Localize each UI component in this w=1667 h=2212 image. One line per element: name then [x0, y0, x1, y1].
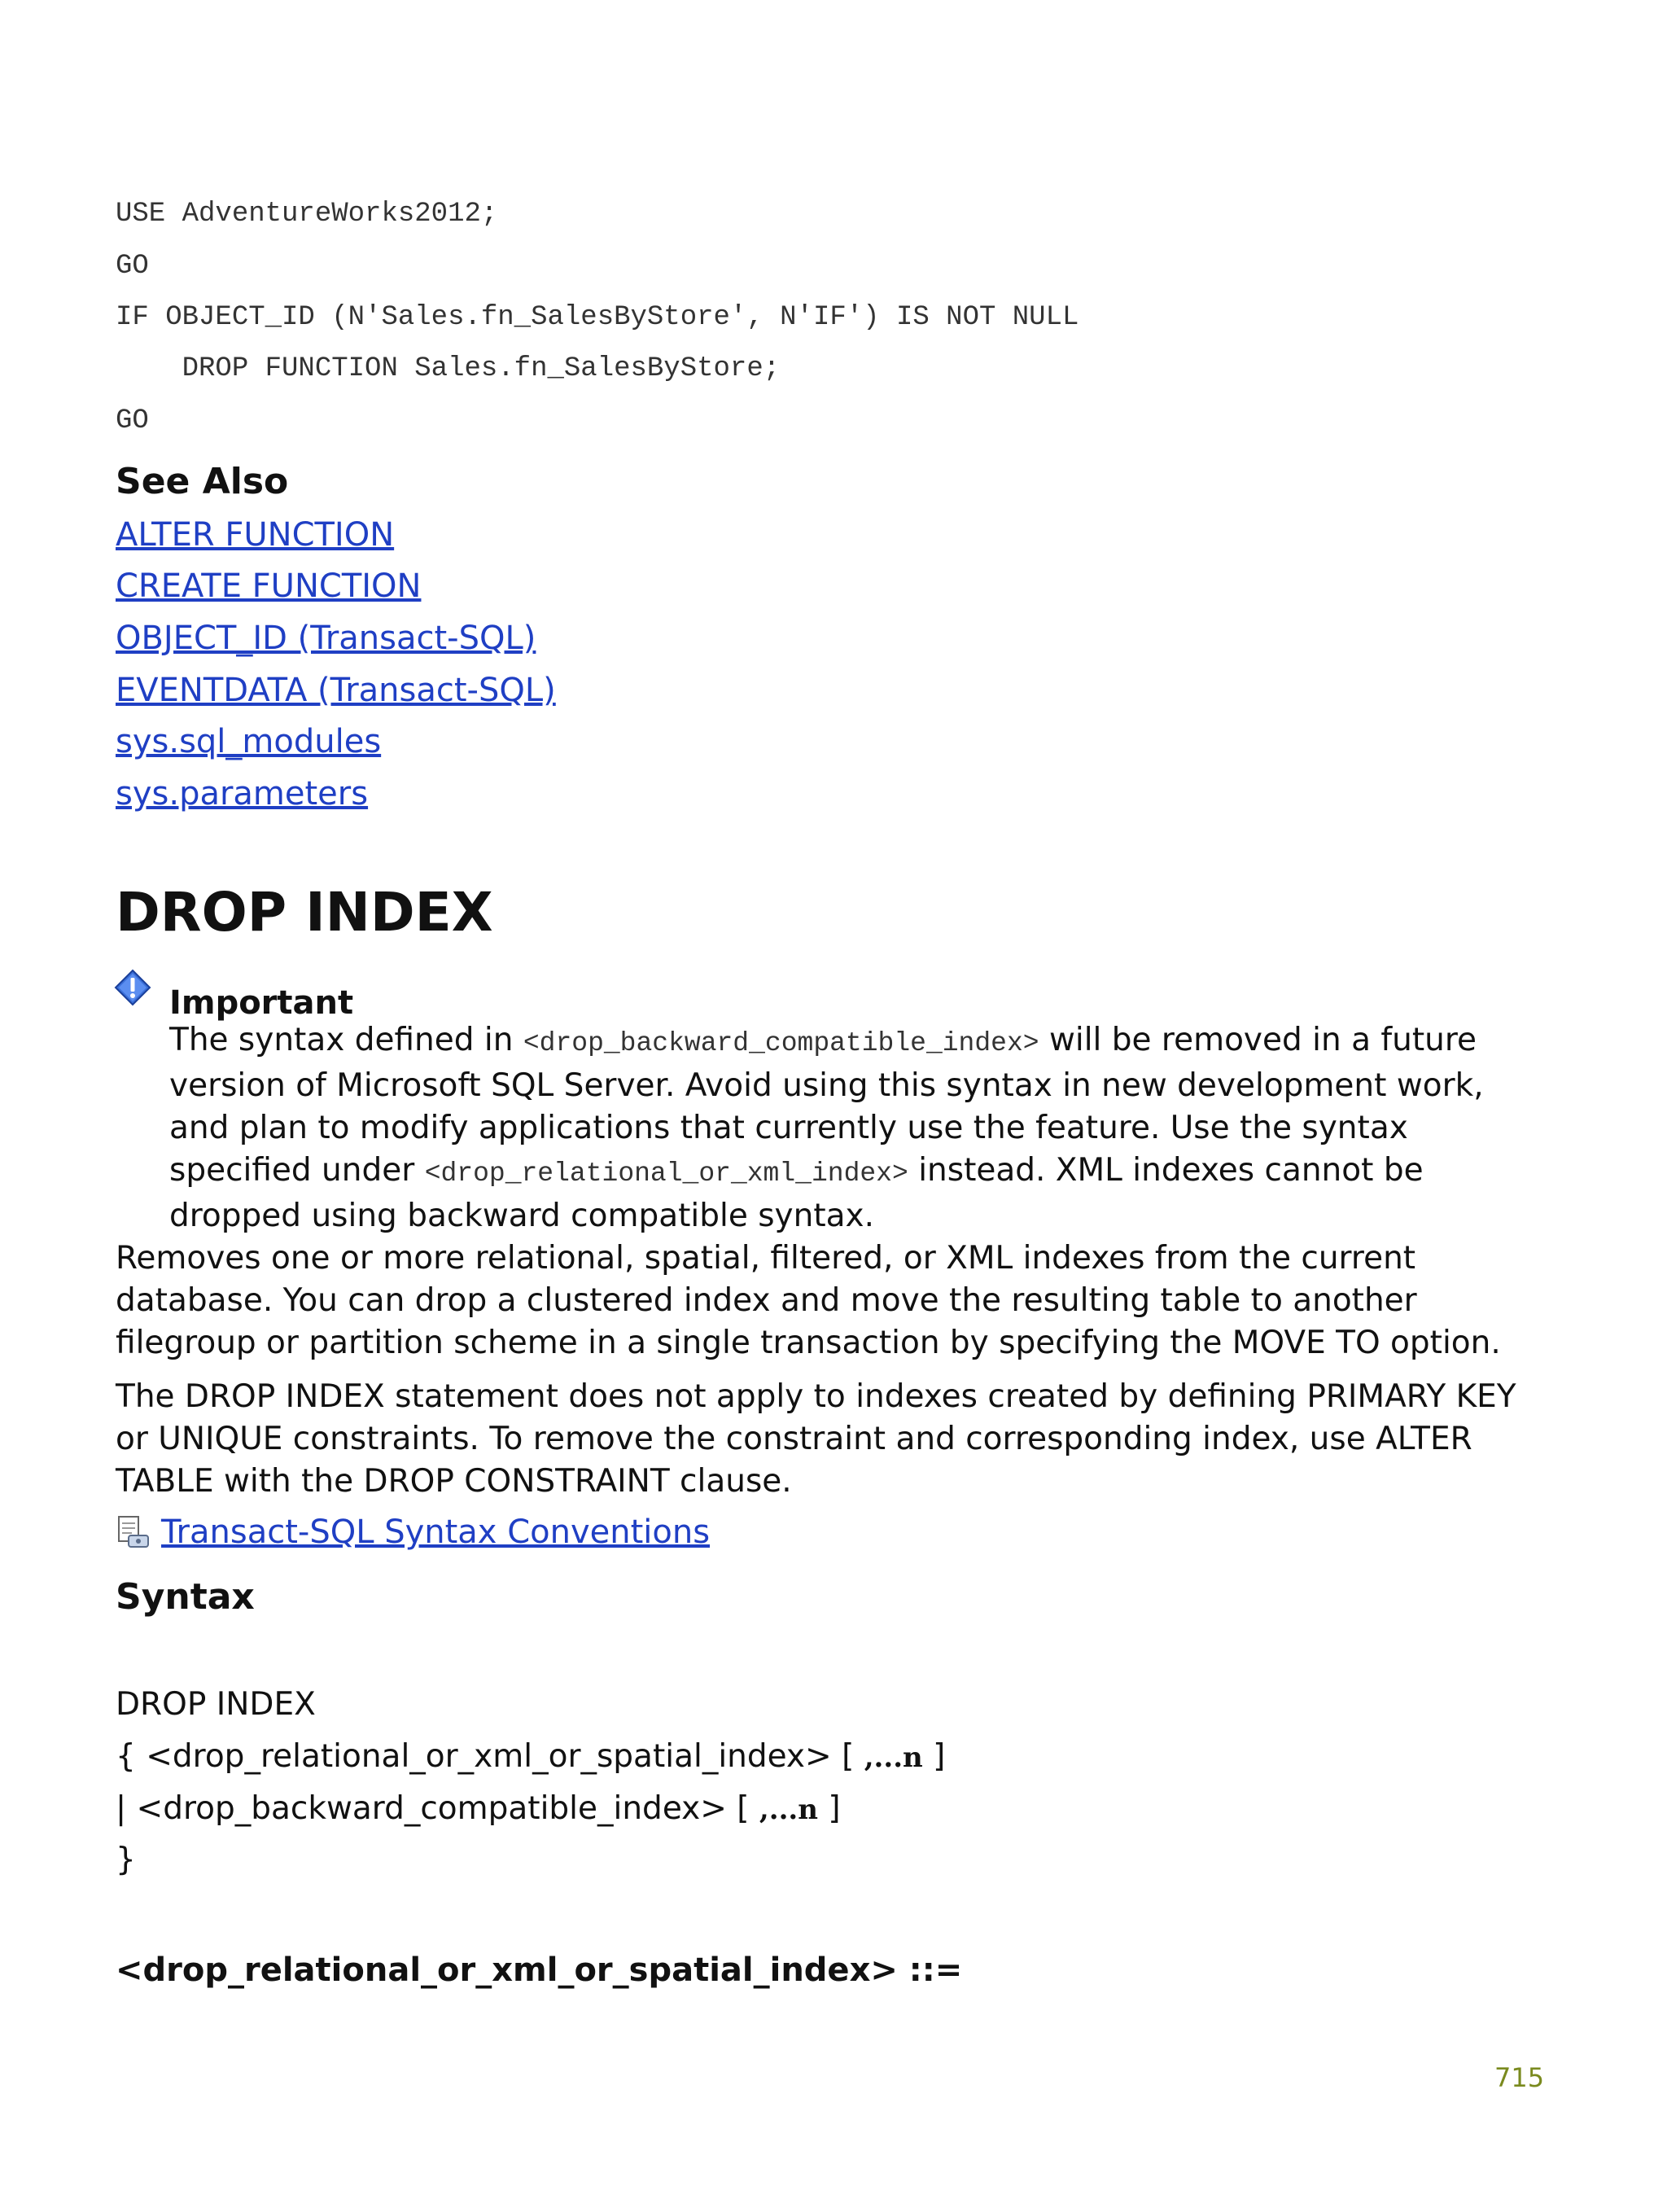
code-line: USE AdventureWorks2012; — [116, 199, 498, 230]
syntax-text: | <drop_backward_compatible_index> [ — [116, 1790, 759, 1827]
important-text — [169, 1019, 1504, 1237]
description-paragraph: The DROP INDEX statement does not apply to indexes created by defining PRIMARY KEY or UNIQUE constraints. To remove the constraint and corresponding index, use ALTER TABLE with the DROP CONSTRAINT clause. — [116, 1378, 1516, 1500]
code-line: GO — [116, 405, 149, 436]
important-text-part: instead. XML indexes cannot be dropped using backward compatible syntax. — [169, 1152, 1424, 1234]
transact-sql-syntax-conventions-link[interactable]: Transact-SQL Syntax Conventions — [161, 1513, 711, 1551]
description-paragraph: Removes one or more relational, spatial, filtered, or XML indexes from the current database. You can drop a clustered index and move the resulting table to another filegroup or partition scheme in a single transaction by specifying the MOVE TO option. — [116, 1240, 1501, 1361]
syntax-text: { <drop_relational_or_xml_or_spatial_index> [ — [116, 1738, 864, 1775]
link-sys-sql-modules[interactable]: sys.sql_modules — [116, 723, 382, 760]
important-icon — [114, 969, 151, 1006]
code-line: IF OBJECT_ID (N'Sales.fn_SalesByStore', N'IF') IS NOT NULL — [116, 302, 1079, 333]
important-label: Important — [169, 984, 354, 1022]
syntax-line — [116, 1738, 946, 1775]
link-create-function[interactable]: CREATE FUNCTION — [116, 567, 422, 605]
syntax-repeat-marker: ,...n — [864, 1741, 923, 1774]
code-line: GO — [116, 251, 149, 282]
inline-code: <drop_backward_compatible_index> — [523, 1028, 1039, 1058]
syntax-repeat-marker: ,...n — [759, 1794, 818, 1826]
page-number: 715 — [1494, 2062, 1545, 2093]
syntax-heading: Syntax — [116, 1576, 255, 1618]
code-line: DROP FUNCTION Sales.fn_SalesByStore; — [116, 353, 781, 384]
section-title: DROP INDEX — [116, 881, 493, 944]
syntax-definition: <drop_relational_or_xml_or_spatial_index> ::= — [116, 1951, 963, 1989]
inline-code: <drop_relational_or_xml_index> — [424, 1159, 908, 1189]
syntax-text: ] — [922, 1738, 946, 1775]
important-text-part: will be removed in a future version of Microsoft SQL Server. Avoid using this syntax in new development work, and plan to modify applications that currently use the feature. Use the syntax specified under — [169, 1022, 1484, 1189]
see-also-heading: See Also — [116, 461, 289, 502]
syntax-line: DROP INDEX — [116, 1686, 316, 1723]
syntax-line: } — [116, 1842, 136, 1878]
important-text-part: The syntax defined in — [169, 1022, 523, 1058]
link-sys-parameters[interactable]: sys.parameters — [116, 775, 369, 813]
document-link-icon — [114, 1514, 151, 1552]
link-eventdata[interactable]: EVENTDATA (Transact-SQL) — [116, 672, 556, 709]
link-object-id[interactable]: OBJECT_ID (Transact-SQL) — [116, 620, 536, 657]
syntax-line — [116, 1790, 841, 1827]
link-alter-function[interactable]: ALTER FUNCTION — [116, 516, 395, 554]
syntax-text: ] — [817, 1790, 841, 1827]
